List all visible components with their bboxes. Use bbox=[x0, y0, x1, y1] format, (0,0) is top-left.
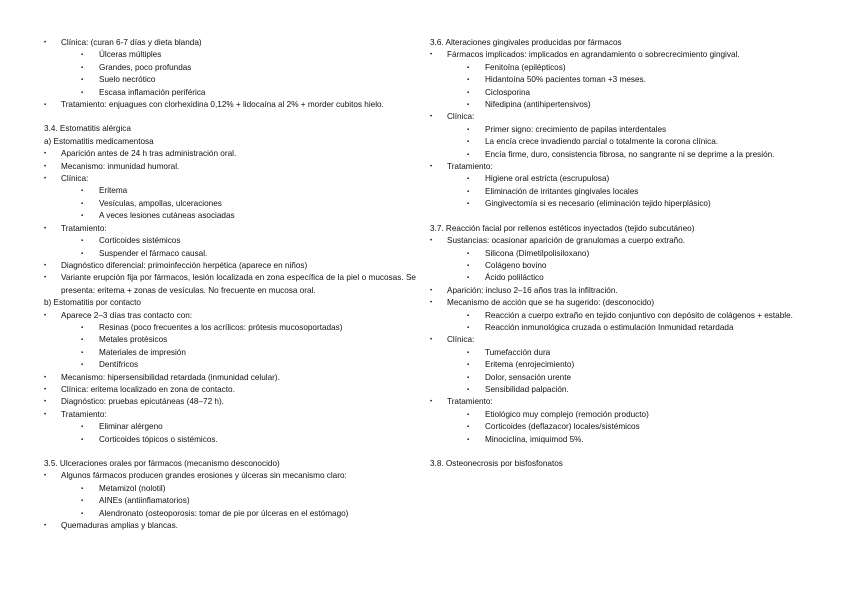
bullet-icon: ▪ bbox=[44, 102, 47, 109]
sub-list-item bbox=[44, 334, 416, 346]
bullet-icon: ▪ bbox=[467, 126, 470, 133]
sub-list-item bbox=[430, 62, 810, 74]
sub-list-item bbox=[430, 149, 810, 161]
bullet-icon: • bbox=[44, 163, 47, 170]
list-item bbox=[44, 470, 416, 482]
item-text: AINEs (antiinflamatorios) bbox=[99, 496, 190, 506]
bullet-icon: ▪ bbox=[81, 498, 84, 505]
section-heading bbox=[430, 223, 810, 235]
bullet-icon: ▪ bbox=[467, 262, 470, 269]
spacer bbox=[430, 211, 810, 223]
sub-list-item bbox=[430, 322, 810, 334]
item-text: Úlceras múltiples bbox=[99, 50, 162, 60]
sub-list-item bbox=[44, 185, 416, 197]
bullet-icon: ▪ bbox=[467, 362, 470, 369]
bullet-icon: • bbox=[44, 523, 47, 530]
item-text: Variante erupción fija por fármacos, lesión localizada en zona específica de la piel o mucosas. Se presenta: eritema + zonas de vesículas. No frecuente en mucosa oral. bbox=[61, 273, 416, 295]
sub-list-item bbox=[44, 87, 416, 99]
bullet-icon: ▪ bbox=[81, 485, 84, 492]
bullet-icon: ▪ bbox=[467, 411, 470, 418]
bullet-icon: ▪ bbox=[81, 188, 84, 195]
item-text: Eliminación de irritantes gingivales locales bbox=[485, 186, 639, 196]
bullet-icon: • bbox=[44, 225, 47, 232]
sub-list-item bbox=[430, 186, 810, 198]
bullet-icon: ▪ bbox=[467, 151, 470, 158]
sub-list-item bbox=[430, 99, 810, 111]
sub-list-item bbox=[430, 434, 810, 446]
sub-list-item bbox=[44, 74, 416, 86]
bullet-icon: ▪ bbox=[81, 213, 84, 220]
sub-list-item bbox=[430, 421, 810, 433]
sub-list-item bbox=[44, 322, 416, 334]
item-text: La encía crece invadiendo parcial o totalmente la corona clínica. bbox=[485, 137, 719, 147]
item-text: Clínica: eritema localizado en zona de contacto. bbox=[61, 384, 235, 394]
item-text: Silicona (Dimetilpolisiloxano) bbox=[485, 248, 590, 258]
bullet-icon: • bbox=[430, 399, 433, 406]
item-text: Escasa inflamación periférica bbox=[99, 87, 206, 97]
item-text: Gingivectomía si es necesario (eliminación tejido hiperplásico) bbox=[485, 199, 711, 209]
bullet-icon: • bbox=[430, 52, 433, 59]
sub-list-item bbox=[44, 483, 416, 495]
bullet-icon: • bbox=[44, 399, 47, 406]
item-text: Grandes, poco profundas bbox=[99, 62, 192, 72]
bullet-icon: ▪ bbox=[467, 176, 470, 183]
item-text: 3.6. Alteraciones gingivales producidas por fármacos bbox=[430, 38, 622, 47]
item-text: Vesículas, ampollas, ulceraciones bbox=[99, 198, 222, 208]
list-item bbox=[430, 235, 810, 247]
list-item bbox=[430, 161, 810, 173]
item-text: A veces lesiones cutáneas asociadas bbox=[99, 211, 235, 221]
bullet-icon: ▪ bbox=[81, 424, 84, 431]
bullet-icon: • bbox=[44, 411, 47, 418]
bullet-icon: ▪ bbox=[467, 275, 470, 282]
list-item bbox=[44, 99, 416, 111]
bullet-icon: ▪ bbox=[81, 89, 84, 96]
item-text: Aparición: incluso 2–16 años tras la infiltración. bbox=[447, 285, 618, 295]
bullet-icon: ▪ bbox=[467, 250, 470, 257]
item-text: b) Estomatitis por contacto bbox=[44, 298, 141, 308]
item-text: 3.4. Estomatitis alérgica bbox=[44, 124, 131, 134]
sub-list-item bbox=[44, 359, 416, 371]
sub-list-item bbox=[44, 248, 416, 260]
list-item bbox=[430, 396, 810, 408]
item-text: 3.7. Reacción facial por rellenos estéticos inyectados (tejido subcutáneo) bbox=[430, 223, 695, 233]
bullet-icon: • bbox=[44, 262, 47, 269]
spacer bbox=[44, 446, 416, 458]
item-text: Dolor, sensación urente bbox=[485, 372, 572, 382]
item-text: Eritema (enrojecimiento) bbox=[485, 360, 575, 370]
item-text: Corticoides sistémicos bbox=[99, 236, 181, 246]
list-item bbox=[430, 334, 810, 346]
bullet-icon: ▪ bbox=[467, 188, 470, 195]
list-item bbox=[44, 37, 416, 49]
item-text: Quemaduras amplias y blancas. bbox=[61, 521, 178, 531]
sub-list-item bbox=[430, 310, 810, 322]
item-text: Colágeno bovino bbox=[485, 260, 547, 270]
item-text: 3.8. Osteonecrosis por bisfosfonatos bbox=[430, 459, 563, 468]
section-heading bbox=[44, 297, 416, 309]
item-text: Metamizol (nolotil) bbox=[99, 483, 166, 493]
item-text: Encía firme, duro, consistencia fibrosa, no sangrante ni se deprime a la presión. bbox=[485, 149, 775, 159]
section-heading bbox=[430, 458, 810, 470]
bullet-icon: ▪ bbox=[467, 386, 470, 393]
item-text: Aparición antes de 24 h tras administración oral. bbox=[61, 149, 237, 159]
item-text: Aparece 2–3 días tras contacto con: bbox=[61, 310, 193, 320]
item-text: Sustancias: ocasionar aparición de granulomas a cuerpo extraño. bbox=[447, 236, 686, 246]
bullet-icon: ▪ bbox=[467, 324, 470, 331]
item-text: Fenitoína (epilépticos) bbox=[485, 62, 566, 72]
sub-list-item bbox=[430, 124, 810, 136]
bullet-icon: ▪ bbox=[81, 52, 84, 59]
item-text: Clínica: bbox=[61, 174, 89, 184]
sub-list-item bbox=[430, 74, 810, 86]
bullet-icon: ▪ bbox=[81, 436, 84, 443]
item-text: Ciclosporina bbox=[485, 87, 531, 97]
bullet-icon: ▪ bbox=[467, 201, 470, 208]
bullet-icon: ▪ bbox=[467, 64, 470, 71]
sub-list-item bbox=[430, 272, 810, 284]
bullet-icon: • bbox=[44, 374, 47, 381]
item-text: Clínica: bbox=[447, 335, 475, 345]
item-text: Eliminar alérgeno bbox=[99, 422, 163, 432]
list-item bbox=[430, 285, 810, 297]
bullet-icon: ▪ bbox=[467, 424, 470, 431]
item-text: Tratamiento: enjuagues con clorhexidina 0,12% + lidocaína al 2% + morder cubitos hielo. bbox=[61, 100, 384, 110]
section-heading bbox=[44, 123, 416, 135]
bullet-icon: ▪ bbox=[467, 77, 470, 84]
list-item bbox=[44, 173, 416, 185]
item-text: Mecanismo: inmunidad humoral. bbox=[61, 161, 180, 171]
list-item bbox=[44, 396, 416, 408]
item-text: Higiene oral estricta (escrupulosa) bbox=[485, 174, 610, 184]
item-text: Diagnóstico: pruebas epicutáneas (48–72 h). bbox=[61, 397, 224, 407]
bullet-icon: • bbox=[44, 176, 47, 183]
sub-list-item bbox=[430, 136, 810, 148]
spacer bbox=[430, 446, 810, 458]
section-heading bbox=[430, 37, 810, 49]
sub-list-item bbox=[430, 198, 810, 210]
bullet-icon: ▪ bbox=[81, 200, 84, 207]
bullet-icon: ▪ bbox=[467, 374, 470, 381]
bullet-icon: ▪ bbox=[81, 510, 84, 517]
sub-list-item bbox=[430, 173, 810, 185]
bullet-icon: • bbox=[430, 287, 433, 294]
sub-list-item bbox=[44, 347, 416, 359]
sub-list-item bbox=[430, 372, 810, 384]
bullet-icon: ▪ bbox=[467, 436, 470, 443]
sub-list-item bbox=[44, 508, 416, 520]
sub-list-item bbox=[430, 384, 810, 396]
sub-list-item bbox=[44, 198, 416, 210]
item-text: Dentífricos bbox=[99, 360, 139, 370]
section-heading bbox=[44, 458, 416, 470]
bullet-icon: • bbox=[430, 238, 433, 245]
item-text: Resinas (poco frecuentes a los acrílicos: prótesis mucosoportadas) bbox=[99, 322, 343, 332]
item-text: Tratamiento: bbox=[61, 223, 107, 233]
item-text: Metales protésicos bbox=[99, 335, 168, 345]
list-item bbox=[44, 260, 416, 272]
sub-list-item bbox=[44, 495, 416, 507]
item-text: Suspender el fármaco causal. bbox=[99, 248, 208, 258]
bullet-icon: • bbox=[44, 386, 47, 393]
left-column bbox=[44, 37, 416, 532]
bullet-icon: • bbox=[430, 300, 433, 307]
bullet-icon: • bbox=[44, 312, 47, 319]
item-text: Tratamiento: bbox=[447, 397, 493, 407]
item-text: Suelo necrótico bbox=[99, 75, 156, 85]
spacer bbox=[44, 111, 416, 123]
bullet-icon: ▪ bbox=[467, 349, 470, 356]
bullet-icon: ▪ bbox=[81, 362, 84, 369]
item-text: Mecanismo: hipersensibilidad retardada (inmunidad celular). bbox=[61, 372, 280, 382]
sub-list-item bbox=[430, 359, 810, 371]
bullet-icon: ▪ bbox=[81, 250, 84, 257]
list-item bbox=[430, 49, 810, 61]
list-item bbox=[430, 297, 810, 309]
item-text: Reacción inmunológica cruzada o estimulación Inmunidad retardada bbox=[485, 322, 734, 332]
item-text: Tratamiento: bbox=[447, 162, 493, 172]
sub-list-item bbox=[430, 409, 810, 421]
item-text: Hidantoína 50% pacientes toman +3 meses. bbox=[485, 75, 646, 85]
item-text: a) Estomatitis medicamentosa bbox=[44, 136, 154, 146]
sub-list-item bbox=[430, 248, 810, 260]
list-item bbox=[44, 520, 416, 532]
item-text: 3.5. Ulceraciones orales por fármacos (mecanismo desconocido) bbox=[44, 459, 280, 468]
sub-list-item bbox=[44, 49, 416, 61]
bullet-icon: ▪ bbox=[81, 349, 84, 356]
item-text: Minociclina, imiquimod 5%. bbox=[485, 434, 584, 444]
item-text: Alendronato (osteoporosis: tomar de pie por úlceras en el estómago) bbox=[99, 508, 349, 518]
item-text: Etiológico muy complejo (remoción producto) bbox=[485, 409, 649, 419]
bullet-icon: • bbox=[44, 275, 47, 282]
item-text: Clínica: bbox=[447, 112, 475, 122]
bullet-icon: ▪ bbox=[467, 102, 470, 109]
item-text: Corticoides tópicos o sistémicos. bbox=[99, 434, 218, 444]
item-text: Eritema bbox=[99, 186, 128, 196]
sub-list-item bbox=[430, 260, 810, 272]
sub-list-item bbox=[430, 347, 810, 359]
sub-list-item bbox=[44, 421, 416, 433]
bullet-icon: ▪ bbox=[81, 337, 84, 344]
list-item bbox=[430, 111, 810, 123]
bullet-icon: ▪ bbox=[81, 238, 84, 245]
item-text: Clínica: (curan 6-7 días y dieta blanda) bbox=[61, 38, 202, 47]
item-text: Fármacos implicados: implicados en agrandamiento o sobrecrecimiento gingival. bbox=[447, 50, 740, 60]
item-text: Primer signo: crecimiento de papilas interdentales bbox=[485, 124, 667, 134]
section-heading bbox=[44, 136, 416, 148]
list-item bbox=[44, 223, 416, 235]
bullet-icon: ▪ bbox=[467, 312, 470, 319]
sub-list-item bbox=[430, 87, 810, 99]
list-item bbox=[44, 384, 416, 396]
list-item bbox=[44, 310, 416, 322]
list-item bbox=[44, 372, 416, 384]
item-text: Tratamiento: bbox=[61, 409, 107, 419]
bullet-icon: • bbox=[430, 337, 433, 344]
sub-list-item bbox=[44, 235, 416, 247]
bullet-icon: • bbox=[430, 164, 433, 171]
item-text: Mecanismo de acción que se ha sugerido: (desconocido) bbox=[447, 298, 655, 308]
item-text: Materiales de impresión bbox=[99, 347, 186, 357]
item-text: Corticoides (deflazacor) locales/sistémicos bbox=[485, 422, 640, 432]
bullet-icon: ▪ bbox=[467, 89, 470, 96]
item-text: Nifedipina (antihipertensivos) bbox=[485, 100, 591, 110]
bullet-icon: • bbox=[44, 473, 47, 480]
bullet-icon: • bbox=[44, 151, 47, 158]
item-text: Reacción a cuerpo extraño en tejido conjuntivo con depósito de colágenos + estable. bbox=[485, 310, 793, 320]
bullet-icon: • bbox=[44, 40, 47, 46]
sub-list-item bbox=[44, 62, 416, 74]
list-item bbox=[44, 161, 416, 173]
sub-list-item bbox=[44, 210, 416, 222]
sub-list-item bbox=[44, 434, 416, 446]
item-text: Ácido poliláctico bbox=[485, 273, 544, 283]
list-item bbox=[44, 272, 416, 297]
item-text: Diagnóstico diferencial: primoinfección herpética (aparece en niños) bbox=[61, 260, 308, 270]
bullet-icon: ▪ bbox=[467, 139, 470, 146]
item-text: Tumefacción dura bbox=[485, 347, 551, 357]
list-item bbox=[44, 148, 416, 160]
right-column bbox=[430, 37, 810, 470]
bullet-icon: • bbox=[430, 114, 433, 121]
item-text: Algunos fármacos producen grandes erosiones y úlceras sin mecanismo claro: bbox=[61, 471, 347, 481]
bullet-icon: ▪ bbox=[81, 77, 84, 84]
item-text: Sensibilidad palpación. bbox=[485, 384, 569, 394]
list-item bbox=[44, 409, 416, 421]
bullet-icon: ▪ bbox=[81, 64, 84, 71]
bullet-icon: ▪ bbox=[81, 324, 84, 331]
